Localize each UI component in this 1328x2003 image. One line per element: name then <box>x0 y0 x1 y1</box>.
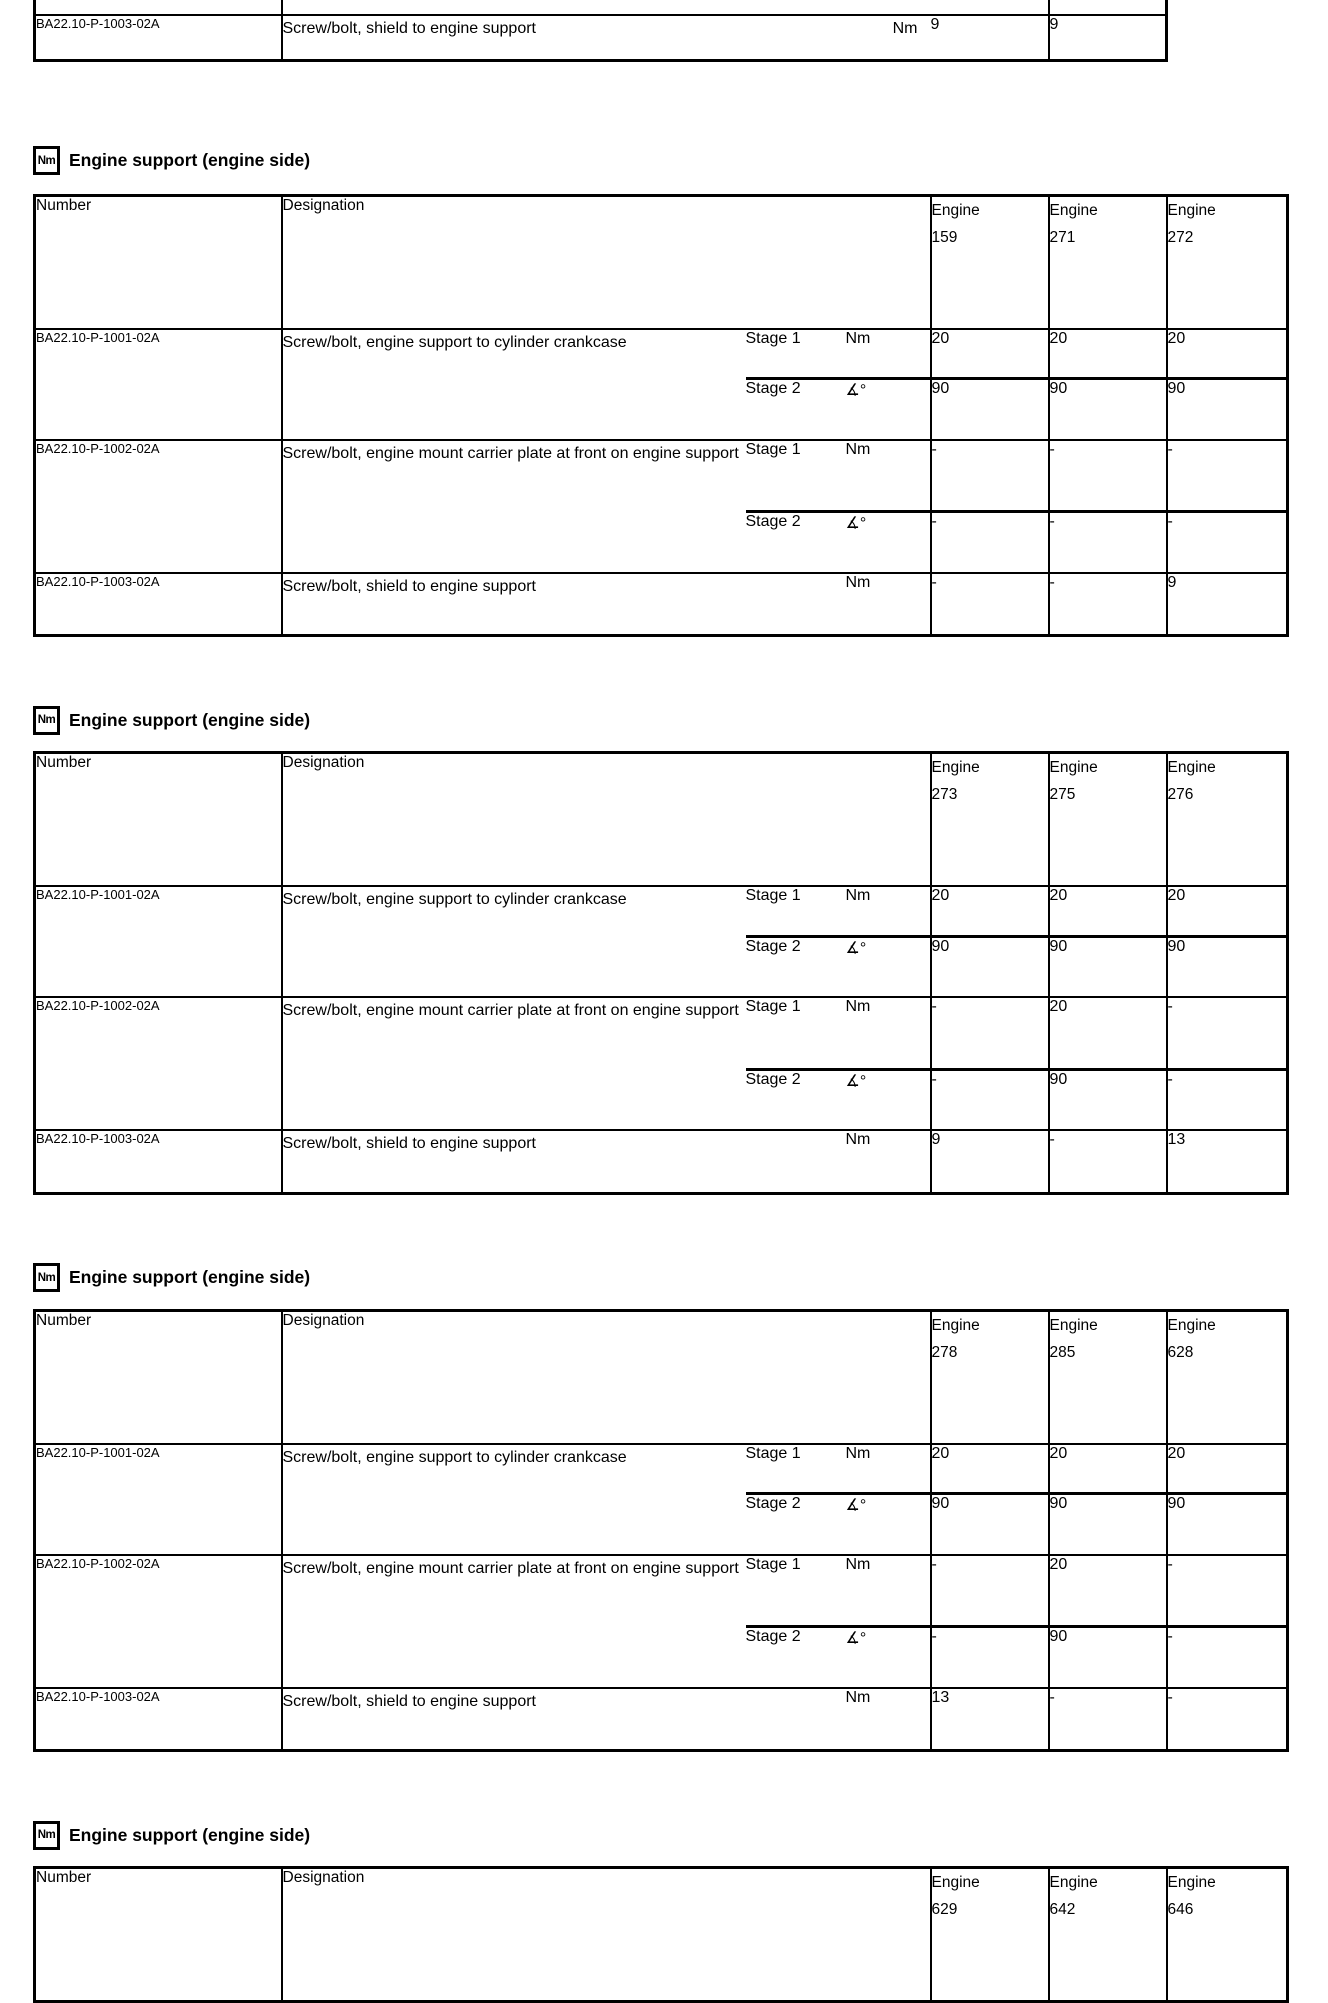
stage-label: Stage 2 <box>746 1069 846 1130</box>
torque-value-cell: 90 <box>1167 379 1288 440</box>
section-heading <box>33 705 1286 735</box>
torque-value-cell: - <box>1167 1069 1288 1130</box>
nm-torque-icon: Nm <box>33 1263 60 1292</box>
engine-number-line: 629 <box>932 1896 1048 1923</box>
torque-value-cell: 20 <box>1049 997 1167 1069</box>
section-heading-label: Engine support (engine side) <box>69 1267 310 1288</box>
engine-label-line: Engine <box>1168 1869 1287 1896</box>
table-header-row <box>35 195 1288 329</box>
section-heading-label: Engine support (engine side) <box>69 150 310 171</box>
torque-value-cell: - <box>1049 573 1167 636</box>
designation-column-header: Designation <box>282 1310 931 1444</box>
engine-number-line: 646 <box>1168 1896 1287 1923</box>
table-row <box>35 1688 1288 1751</box>
designation-cell: Screw/bolt, shield to engine support <box>282 1688 846 1751</box>
engine-number-line: 276 <box>1168 781 1287 808</box>
table-row <box>35 1130 1288 1193</box>
row-number-cell: BA22.10-P-1003-02A <box>35 1130 282 1193</box>
torque-value-cell: - <box>1167 997 1288 1069</box>
torque-value-cell: - <box>931 512 1049 573</box>
torque-value-cell: 20 <box>931 886 1049 936</box>
engine-label-line: Engine <box>932 754 1048 781</box>
nm-torque-icon: Nm <box>33 706 60 735</box>
stage-label: Stage 1 <box>746 886 846 936</box>
torque-value-cell: 90 <box>1049 379 1167 440</box>
torque-value-cell: - <box>1049 1130 1167 1193</box>
unit-symbol: Nm <box>846 440 931 512</box>
torque-table <box>33 751 1289 1195</box>
unit-symbol: ∡° <box>846 936 931 997</box>
torque-value-cell: 90 <box>1049 936 1167 997</box>
designation-cell: Screw/bolt, shield to engine support <box>282 1130 846 1193</box>
nm-torque-icon: Nm <box>33 146 60 175</box>
torque-value-cell <box>931 0 1049 15</box>
torque-value-cell: 90 <box>1049 1494 1167 1555</box>
torque-table <box>33 1309 1289 1753</box>
row-number-cell: BA22.10-P-1002-02A <box>35 1555 282 1688</box>
torque-value-cell: - <box>1049 1688 1167 1751</box>
engine-column-header <box>1049 195 1167 329</box>
torque-value-cell: 13 <box>931 1688 1049 1751</box>
cut-off-row <box>35 0 1167 15</box>
torque-value-cell: - <box>931 1069 1049 1130</box>
torque-value-cell: 20 <box>1167 886 1288 936</box>
engine-column-header <box>1167 1868 1288 2002</box>
designation-text: Screw/bolt, shield to engine support <box>283 16 536 41</box>
torque-table <box>33 1866 1289 2003</box>
torque-value-cell: - <box>1049 512 1167 573</box>
torque-value-cell: 20 <box>1049 1555 1167 1627</box>
unit-symbol: Nm <box>846 1130 931 1193</box>
engine-number-line: 285 <box>1050 1339 1166 1366</box>
torque-value-cell: - <box>1167 1627 1288 1688</box>
engine-column-header <box>1167 753 1288 887</box>
engine-label-line: Engine <box>1050 197 1166 224</box>
torque-value-cell: 9 <box>931 1130 1049 1193</box>
torque-sections <box>33 146 1286 2003</box>
number-column-header: Number <box>35 1868 282 2002</box>
nm-torque-icon: Nm <box>33 1821 60 1850</box>
torque-value-cell: 9 <box>1167 573 1288 636</box>
engine-number-line: 275 <box>1050 781 1166 808</box>
torque-value-cell: 20 <box>1167 329 1288 379</box>
torque-value-cell: 90 <box>1049 1069 1167 1130</box>
engine-column-header <box>1049 1310 1167 1444</box>
torque-value-cell: - <box>1167 512 1288 573</box>
section-heading <box>33 1263 1286 1293</box>
designation-column-header: Designation <box>282 195 931 329</box>
engine-number-line: 278 <box>932 1339 1048 1366</box>
table-header-row <box>35 1310 1288 1444</box>
designation-cell: Screw/bolt, engine mount carrier plate at front on engine support <box>282 997 746 1130</box>
torque-value-cell: - <box>1049 440 1167 512</box>
section-heading <box>33 1820 1286 1850</box>
row-number-cell: BA22.10-P-1002-02A <box>35 440 282 573</box>
table-row <box>35 1444 1288 1494</box>
unit-symbol: Nm <box>846 573 931 636</box>
torque-value-cell: - <box>931 1555 1049 1627</box>
stage-label: Stage 2 <box>746 1627 846 1688</box>
designation-cell: Screw/bolt, engine support to cylinder crankcase <box>282 1444 746 1555</box>
section-heading-label: Engine support (engine side) <box>69 1825 310 1846</box>
designation-cell: Screw/bolt, engine support to cylinder crankcase <box>282 329 746 440</box>
engine-label-line: Engine <box>932 197 1048 224</box>
number-column-header: Number <box>35 1310 282 1444</box>
unit-symbol: Nm <box>846 886 931 936</box>
designation-cell <box>282 0 931 15</box>
unit-symbol: ∡° <box>846 1069 931 1130</box>
engine-label-line: Engine <box>1050 1312 1166 1339</box>
engine-column-header <box>1049 753 1167 887</box>
torque-value-cell: - <box>1167 1555 1288 1627</box>
engine-column-header <box>931 1310 1049 1444</box>
stage-label: Stage 1 <box>746 1555 846 1627</box>
torque-value-cell: 20 <box>1167 1444 1288 1494</box>
row-number-cell: BA22.10-P-1003-02A <box>35 1688 282 1751</box>
engine-number-line: 271 <box>1050 224 1166 251</box>
engine-column-header <box>1167 195 1288 329</box>
torque-value-cell: 90 <box>1167 936 1288 997</box>
torque-value-cell: 90 <box>1167 1494 1288 1555</box>
designation-column-header: Designation <box>282 753 931 887</box>
unit-symbol: ∡° <box>846 1494 931 1555</box>
unit-symbol: Nm <box>846 1688 931 1751</box>
torque-value-cell: 20 <box>931 1444 1049 1494</box>
engine-label-line: Engine <box>1168 1312 1287 1339</box>
section-heading <box>33 146 1286 176</box>
engine-column-header <box>931 195 1049 329</box>
engine-number-line: 272 <box>1168 224 1287 251</box>
unit-symbol: Nm <box>846 997 931 1069</box>
table-header-row <box>35 1868 1288 2002</box>
engine-column-header <box>931 1868 1049 2002</box>
torque-value-cell: 90 <box>931 936 1049 997</box>
stage-label: Stage 1 <box>746 329 846 379</box>
stage-label: Stage 1 <box>746 997 846 1069</box>
designation-cell <box>282 15 931 60</box>
row-number-cell: BA22.10-P-1001-02A <box>35 329 282 440</box>
stage-label: Stage 2 <box>746 1494 846 1555</box>
stage-label: Stage 1 <box>746 1444 846 1494</box>
row-number-cell: BA22.10-P-1002-02A <box>35 997 282 1130</box>
engine-column-header <box>1049 1868 1167 2002</box>
engine-label-line: Engine <box>1168 197 1287 224</box>
engine-number-line: 628 <box>1168 1339 1287 1366</box>
stage-label: Stage 2 <box>746 512 846 573</box>
engine-label-line: Engine <box>1168 754 1287 781</box>
unit-symbol: Nm <box>846 1444 931 1494</box>
unit-symbol: Nm <box>846 329 931 379</box>
engine-column-header <box>1167 1310 1288 1444</box>
row-number-cell: BA22.10-P-1001-02A <box>35 1444 282 1555</box>
unit-symbol: ∡° <box>846 379 931 440</box>
designation-cell: Screw/bolt, engine mount carrier plate at front on engine support <box>282 440 746 573</box>
engine-number-line: 159 <box>932 224 1048 251</box>
stage-label: Stage 2 <box>746 379 846 440</box>
designation-cell: Screw/bolt, engine mount carrier plate at front on engine support <box>282 1555 746 1688</box>
table-row <box>35 329 1288 379</box>
torque-value-cell: 9 <box>1049 15 1167 60</box>
torque-table <box>33 194 1289 638</box>
torque-value-cell: - <box>931 440 1049 512</box>
engine-label-line: Engine <box>1050 1869 1166 1896</box>
stage-label: Stage 1 <box>746 440 846 512</box>
torque-value-cell: 90 <box>931 1494 1049 1555</box>
torque-value-cell: 13 <box>1167 1130 1288 1193</box>
row-number-cell <box>35 0 282 15</box>
torque-value-cell: 20 <box>1049 1444 1167 1494</box>
table-row <box>35 997 1288 1069</box>
stage-label: Stage 2 <box>746 936 846 997</box>
engine-number-line: 273 <box>932 781 1048 808</box>
previous-table-fragment <box>33 0 1168 62</box>
row-number-cell: BA22.10-P-1003-02A <box>35 573 282 636</box>
table-row <box>35 15 1167 60</box>
engine-label-line: Engine <box>932 1869 1048 1896</box>
engine-column-header <box>931 753 1049 887</box>
torque-value-cell: - <box>1167 440 1288 512</box>
row-number-cell: BA22.10-P-1003-02A <box>35 15 282 60</box>
torque-value-cell: 9 <box>931 15 1049 60</box>
number-column-header: Number <box>35 753 282 887</box>
torque-value-cell: 90 <box>931 379 1049 440</box>
torque-value-cell <box>1049 0 1167 15</box>
unit-symbol: ∡° <box>846 1627 931 1688</box>
torque-value-cell: 20 <box>1049 886 1167 936</box>
torque-value-cell: - <box>1167 1688 1288 1751</box>
table-row <box>35 886 1288 936</box>
table-row <box>35 1555 1288 1627</box>
engine-label-line: Engine <box>932 1312 1048 1339</box>
engine-label-line: Engine <box>1050 754 1166 781</box>
row-number-cell: BA22.10-P-1001-02A <box>35 886 282 997</box>
torque-value-cell: 90 <box>1049 1627 1167 1688</box>
torque-value-cell: - <box>931 997 1049 1069</box>
number-column-header: Number <box>35 195 282 329</box>
torque-value-cell: 20 <box>1049 329 1167 379</box>
torque-value-cell: 20 <box>931 329 1049 379</box>
unit-symbol: Nm <box>846 1555 931 1627</box>
engine-number-line: 642 <box>1050 1896 1166 1923</box>
designation-cell: Screw/bolt, engine support to cylinder crankcase <box>282 886 746 997</box>
section-heading-label: Engine support (engine side) <box>69 710 310 731</box>
table-row <box>35 573 1288 636</box>
designation-column-header: Designation <box>282 1868 931 2002</box>
table-row <box>35 440 1288 512</box>
unit-symbol: Nm <box>893 16 931 41</box>
torque-value-cell: - <box>931 573 1049 636</box>
designation-cell: Screw/bolt, shield to engine support <box>282 573 846 636</box>
unit-symbol: ∡° <box>846 512 931 573</box>
torque-value-cell: - <box>931 1627 1049 1688</box>
table-header-row <box>35 753 1288 887</box>
